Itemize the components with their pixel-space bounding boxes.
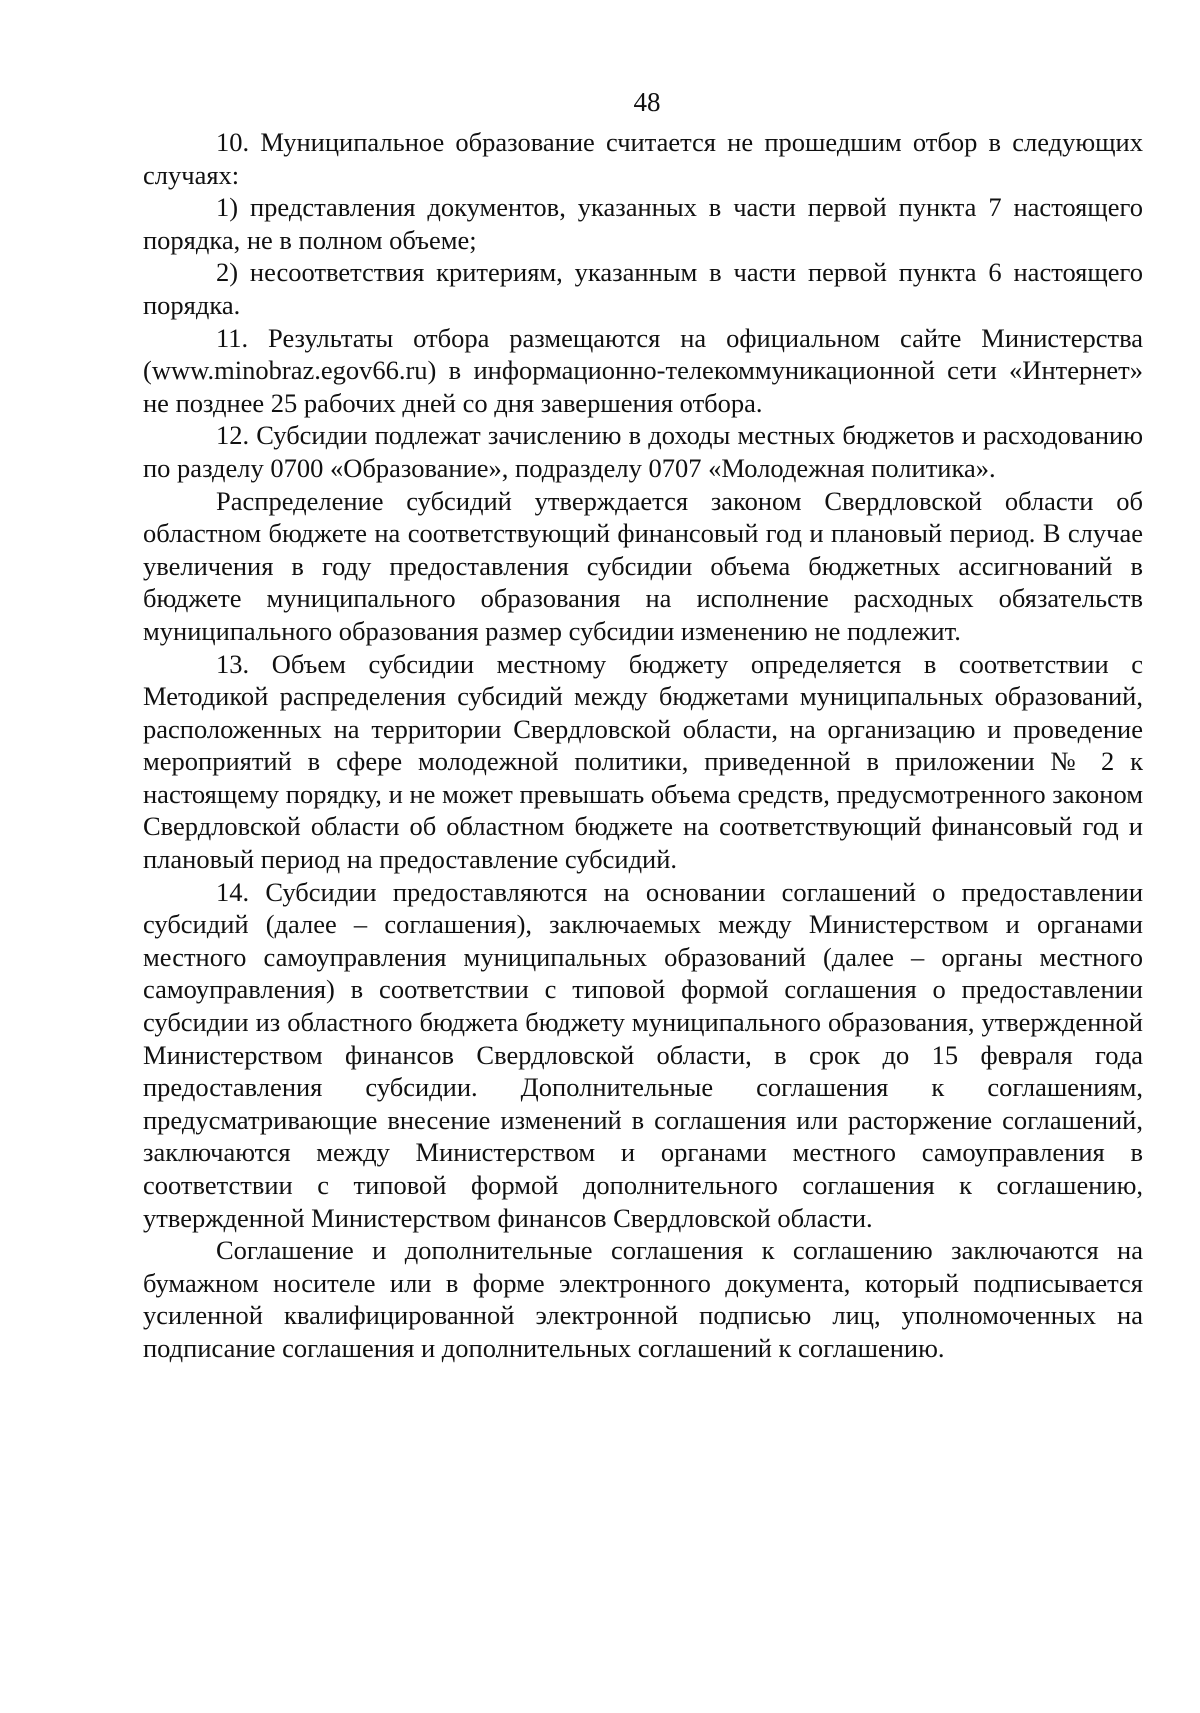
document-body bbox=[143, 126, 1143, 1365]
paragraph-item-13: 13. Объем субсидии местному бюджету определяется в соответствии с Методикой распределения субсидий между бюджетами муниципальных образований, расположенных на территории Свердловской области, на организацию и проведение мероприятий в сфере молодежной политики, приведенной в приложении № 2 к настоящему порядку, и не может превышать объема средств, предусмотренного законом Свердловской области об областном бюджете на соответствующий финансовый год и плановый период на предоставление субсидий. bbox=[143, 648, 1143, 875]
paragraph-agreement-form: Соглашение и дополнительные соглашения к соглашению заключаются на бумажном носителе или в форме электронного документа, который подписывается усиленной квалифицированной электронной подписью лиц, уполномоченных на подписание соглашения и дополнительных соглашений к соглашению. bbox=[143, 1235, 1143, 1363]
paragraph-item-10: 10. Муниципальное образование считается не прошедшим отбор в следующих случаях: bbox=[143, 127, 1143, 190]
paragraph-distribution: Распределение субсидий утверждается законом Свердловской области об областном бюджете на соответствующий финансовый год и плановый период. В случае увеличения в году предоставления субсидии объема бюджетных ассигнований в бюджете муниципального образования на исполнение расходных обязательств муниципального образования размер субсидии изменению не подлежит. bbox=[143, 485, 1143, 646]
page-number: 48 bbox=[633, 87, 661, 117]
paragraph-item-11: 11. Результаты отбора размещаются на официальном сайте Министерства (www.minobraz.egov66.ru) в информационно-телекоммуникационной сети «Интернет» не позднее 25 рабочих дней со дня завершения отбора. bbox=[143, 322, 1143, 418]
paragraph-subitem-2: 2) несоответствия критериям, указанным в части первой пункта 6 настоящего порядка. bbox=[143, 257, 1143, 320]
paragraph-item-14: 14. Субсидии предоставляются на основании соглашений о предоставлении субсидий (далее – соглашения), заключаемых между Министерством и органами местного самоуправления муниципальных образований (далее – органы местного самоуправления) в соответствии с типовой формой соглашения о предоставлении субсидии из областного бюджета бюджету муниципального образования, утвержденной Министерством финансов Свердловской области, в срок до 15 февраля года предоставления субсидии. Дополнительные соглашения к соглашениям, предусматривающие внесение изменений в соглашения или расторжение соглашений, заключаются между Министерством и органами местного самоуправления в соответствии с типовой формой дополнительного соглашения к соглашению, утвержденной Министерством финансов Свердловской области. bbox=[143, 876, 1143, 1233]
paragraph-item-12: 12. Субсидии подлежат зачислению в доходы местных бюджетов и расходованию по разделу 0700 «Образование», подразделу 0707 «Молодежная политика». bbox=[143, 420, 1143, 483]
paragraph-subitem-1: 1) представления документов, указанных в части первой пункта 7 настоящего порядка, не в полном объеме; bbox=[143, 192, 1143, 255]
